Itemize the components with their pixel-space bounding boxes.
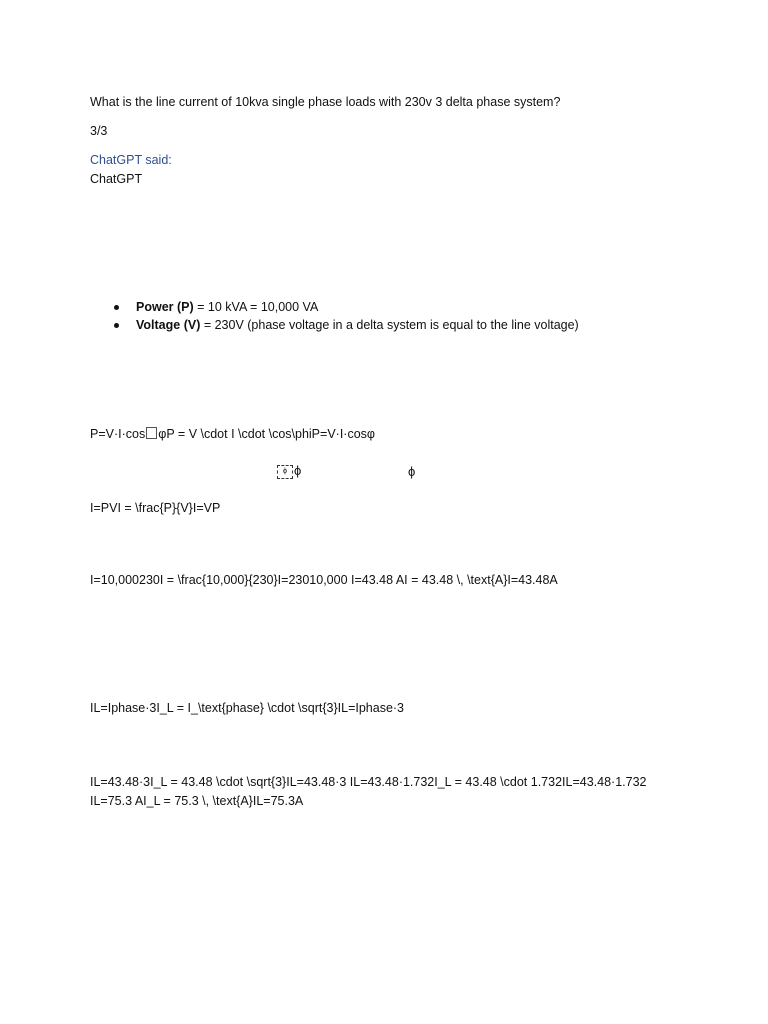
list-item: [90, 316, 579, 334]
voltage-label: Voltage (V): [136, 318, 201, 332]
placeholder-box-icon: ϕ: [277, 465, 293, 479]
current-formula: I=PVI = \frac{P}{V}I=VP: [90, 501, 221, 515]
list-item: [90, 298, 579, 316]
bullet-icon: [114, 305, 119, 310]
phi-glyph: ϕ: [294, 463, 302, 478]
power-formula-end: φP = V \cdot I \cdot \cos\phiP=V·I·cosφ: [158, 427, 376, 441]
power-value: = 10 kVA = 10,000 VA: [193, 300, 319, 314]
pagination-indicator[interactable]: 3/3: [90, 124, 108, 138]
phi-glyph: ϕ: [408, 464, 416, 479]
bullet-icon: [114, 323, 119, 328]
phi-glyph-group: [277, 463, 301, 479]
line-current-formula: IL=Iphase·3I_L = I_\text{phase} \cdot \sqrt{3}IL=Iphase·3: [90, 701, 405, 715]
current-value-formula: I=10,000230I = \frac{10,000}{230}I=23010,000 I=43.48 AI = 43.48 \, \text{A}I=43.48A: [90, 573, 558, 587]
power-formula-start: P=V·I·cos: [90, 427, 146, 441]
power-label: Power (P): [136, 300, 194, 314]
given-values-list: [90, 298, 579, 334]
line-current-calculation: IL=43.48·3I_L = 43.48 \cdot \sqrt{3}IL=43.48·3 IL=43.48·1.732I_L = 43.48 \cdot 1.732IL=43.48·1.732: [90, 775, 647, 789]
line-current-result: IL=75.3 AI_L = 75.3 \, \text{A}IL=75.3A: [90, 794, 304, 808]
missing-glyph-icon: [146, 427, 157, 439]
assistant-said-label: ChatGPT said:: [90, 153, 172, 167]
voltage-value: = 230V (phase voltage in a delta system is equal to the line voltage): [200, 318, 579, 332]
question-text: What is the line current of 10kva single phase loads with 230v 3 delta phase system?: [90, 95, 561, 109]
assistant-name: ChatGPT: [90, 172, 143, 186]
power-formula: [90, 426, 375, 442]
